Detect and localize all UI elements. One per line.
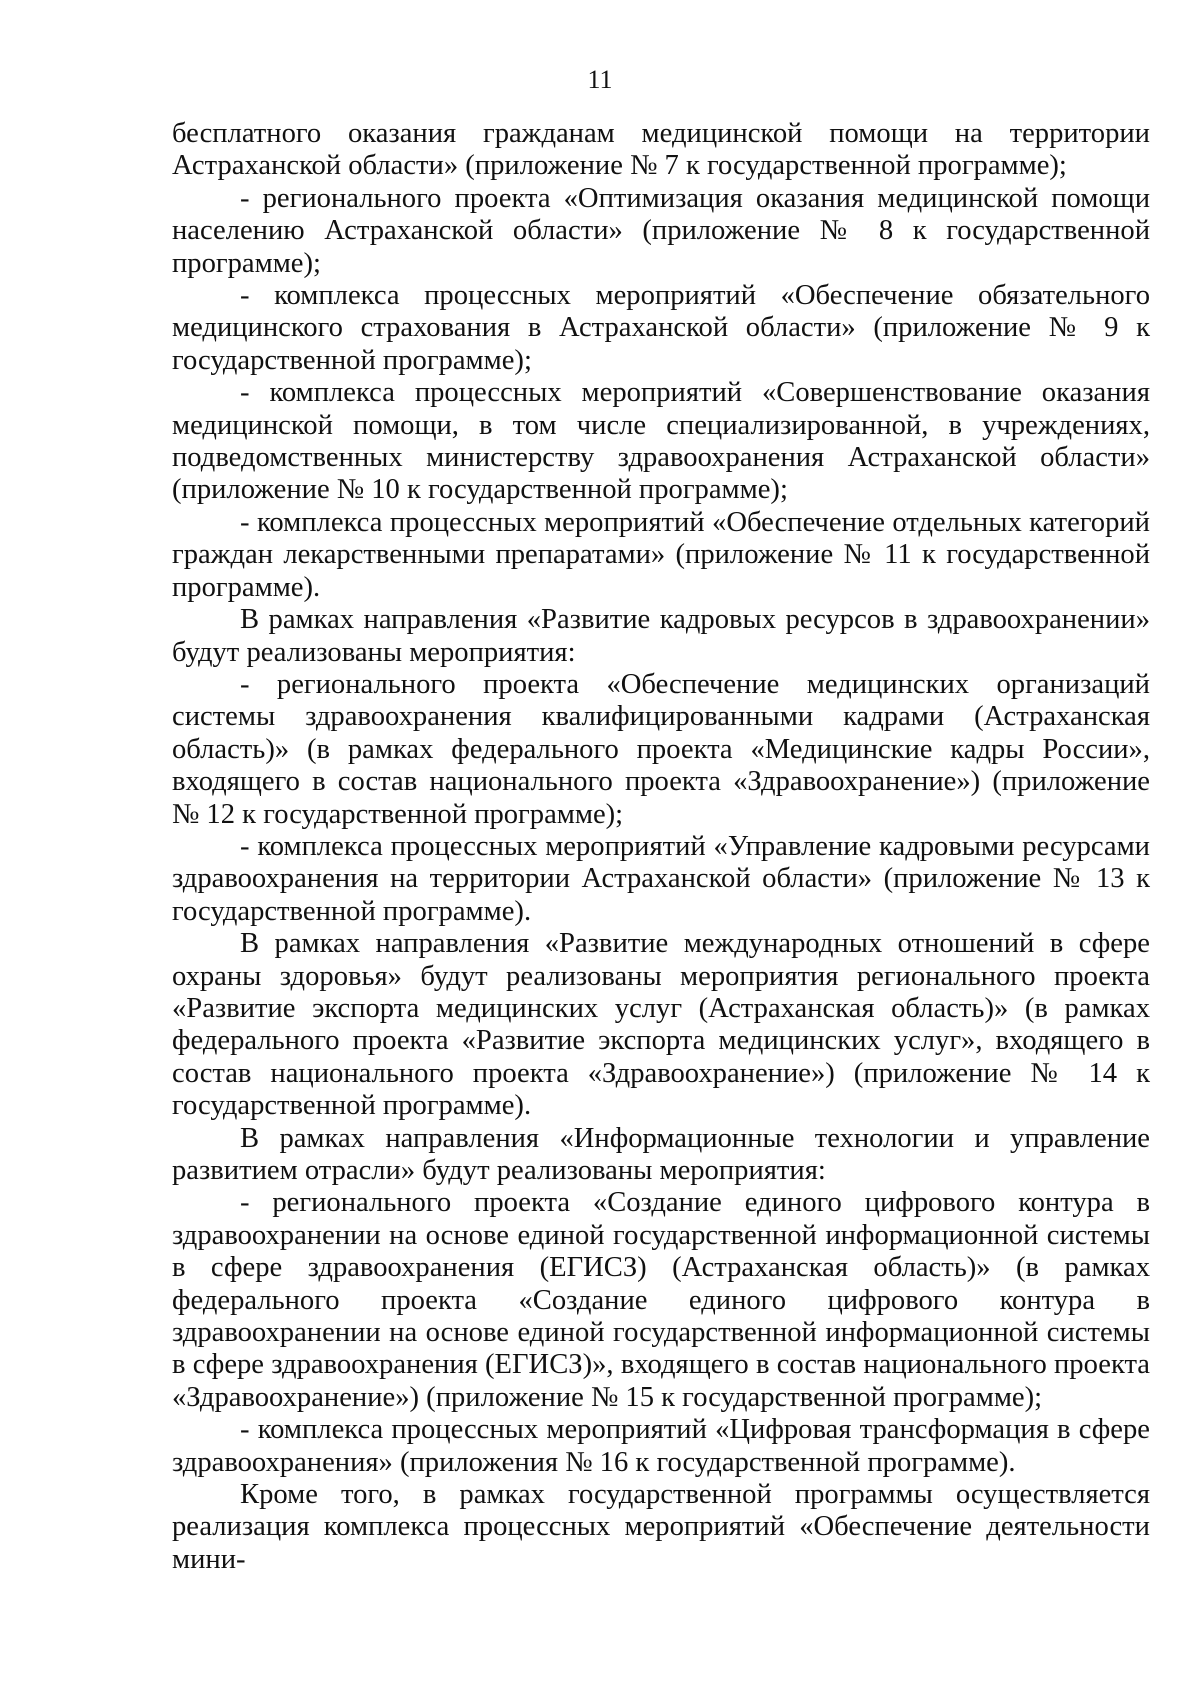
- paragraph: В рамках направления «Информационные технологии и управление развитием отрасли» будут реализованы мероприятия:: [172, 1122, 1150, 1186]
- paragraph: - комплекса процессных мероприятий «Цифровая трансформация в сфере здравоохранения» (приложения № 16 к государственной программе).: [172, 1414, 1150, 1478]
- paragraph: - комплекса процессных мероприятий «Обеспечение обязательного медицинского страхования в Астраханской области» (приложение № 9 к государственной программе);: [172, 280, 1150, 376]
- document-body: [172, 118, 1150, 1576]
- paragraph: - комплекса процессных мероприятий «Обеспечение отдельных категорий граждан лекарственными препаратами» (приложение № 11 к государственной программе).: [172, 506, 1150, 603]
- paragraph: бесплатного оказания гражданам медицинской помощи на территории Астраханской области» (приложение № 7 к государственной программе);: [172, 118, 1150, 182]
- paragraph: - комплекса процессных мероприятий «Совершенствование оказания медицинской помощи, в том числе специализированной, в учреждениях, подведомственных министерству здравоохранения Астраханской области» (приложение № 10 к государственной программе);: [172, 377, 1150, 506]
- paragraph: - комплекса процессных мероприятий «Управление кадровыми ресурсами здравоохранения на территории Астраханской области» (приложение № 13 к государственной программе).: [172, 830, 1150, 927]
- paragraph: - регионального проекта «Оптимизация оказания медицинской помощи населению Астраханской области» (приложение № 8 к государственной программе);: [172, 182, 1150, 279]
- paragraph: Кроме того, в рамках государственной программы осуществляется реализация комплекса процессных мероприятий «Обеспечение деятельности мини-: [172, 1479, 1150, 1575]
- paragraph: - регионального проекта «Создание единого цифрового контура в здравоохранении на основе единой государственной информационной системы в сфере здравоохранения (ЕГИСЗ) (Астраханская область)» (в рамках федерального проекта «Создание единого цифрового контура в здравоохранении на основе единой государственной информационной системы в сфере здравоохранения (ЕГИСЗ)», входящего в состав национального проекта «Здравоохранение») (приложение № 15 к государственной программе);: [172, 1187, 1150, 1413]
- paragraph: В рамках направления «Развитие кадровых ресурсов в здравоохранении» будут реализованы мероприятия:: [172, 604, 1150, 668]
- paragraph: - регионального проекта «Обеспечение медицинских организаций системы здравоохранения квалифицированными кадрами (Астраханская область)» (в рамках федерального проекта «Медицинские кадры России», входящего в состав национального проекта «Здравоохранение») (приложение № 12 к государственной программе);: [172, 668, 1150, 830]
- paragraph: В рамках направления «Развитие международных отношений в сфере охраны здоровья» будут реализованы мероприятия регионального проекта «Развитие экспорта медицинских услуг (Астраханская область)» (в рамках федерального проекта «Развитие экспорта медицинских услуг», входящего в состав национального проекта «Здравоохранение») (приложение № 14 к государственной программе).: [172, 928, 1150, 1122]
- page-number: 11: [587, 65, 613, 94]
